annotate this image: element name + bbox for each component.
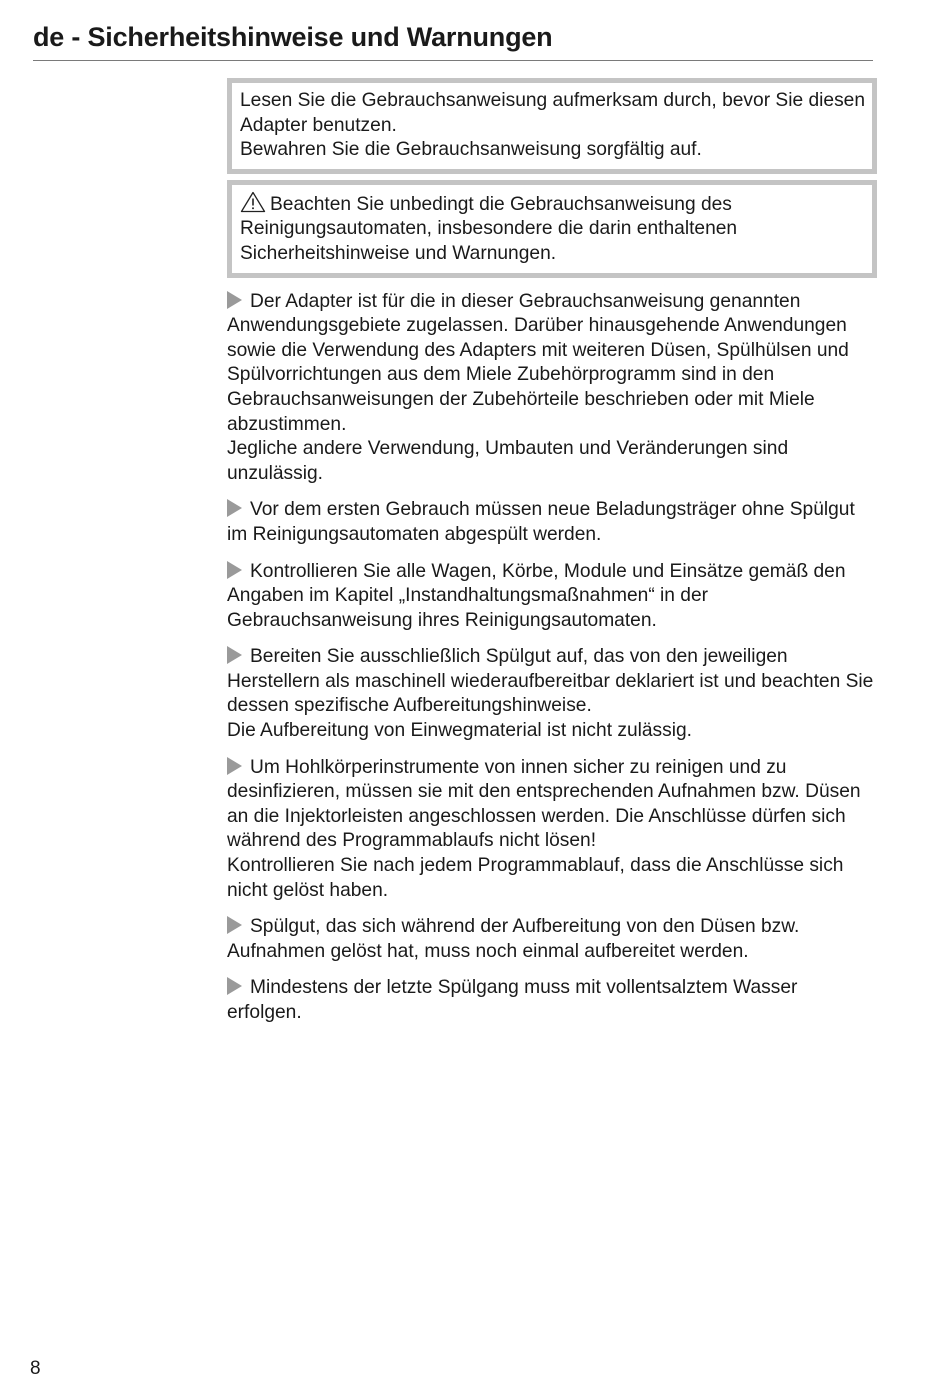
warning-paragraph (240, 191, 866, 267)
arrow-bullet-icon (227, 499, 242, 517)
list-item-text: Um Hohlkörperinstrumente von innen sicher zu reinigen und zu desinfizieren, müssen sie mit den entsprechenden Aufnahmen bzw. Düsen an die Injektorleisten angeschlossen werden. Die Anschlüsse dürfen sich während des Programmablaufs nicht lösen! (227, 756, 861, 852)
list-item-text: Der Adapter ist für die in dieser Gebrauchsanweisung genannten Anwendungsgebiete zugelassen. Darüber hinausgehende Anwendungen sowie die Verwendung des Adapters mit weiteren Düsen, Spülhülsen und Spülvorrichtungen aus dem Miele Zubehörprogramm sind in den Gebrauchsanweisungen der Zubehörteile beschrieben oder mit Miele abzustimmen. (227, 290, 849, 435)
page-title: de - Sicherheitshinweise und Warnungen (33, 22, 553, 52)
list-item (227, 976, 877, 1025)
notice-line: Bewahren Sie die Gebrauchsanweisung sorgfältig auf. (240, 139, 702, 161)
arrow-bullet-icon (227, 916, 242, 934)
list-item (227, 915, 877, 964)
list-item-paragraph (227, 498, 877, 547)
arrow-bullet-icon (227, 291, 242, 309)
page-number: 8 (30, 1358, 41, 1379)
content-column (227, 78, 877, 1026)
arrow-bullet-icon (227, 561, 242, 579)
arrow-bullet-icon (227, 646, 242, 664)
list-item-text: Kontrollieren Sie nach jedem Programmablauf, dass die Anschlüsse sich nicht gelöst haben. (227, 855, 844, 901)
list-item-text: Die Aufbereitung von Einwegmaterial ist nicht zulässig. (227, 720, 693, 742)
list-item-paragraph (227, 560, 877, 634)
list-item-text: Kontrollieren Sie alle Wagen, Körbe, Module und Einsätze gemäß den Angaben im Kapitel „Instandhaltungsmaßnahmen“ in der Gebrauchsanweisung ihres Reinigungsautomaten. (227, 560, 846, 631)
read-instructions-notice (227, 78, 877, 174)
arrow-bullet-icon (227, 757, 242, 775)
list-item (227, 756, 877, 904)
list-item-text: Vor dem ersten Gebrauch müssen neue Beladungsträger ohne Spülgut im Reinigungsautomaten abgespült werden. (227, 499, 855, 545)
list-item-paragraph (227, 915, 877, 964)
notice-line: Lesen Sie die Gebrauchsanweisung aufmerksam durch, bevor Sie diesen Adapter benutzen. (240, 90, 866, 136)
list-item-paragraph (227, 645, 877, 719)
list-item (227, 645, 877, 743)
list-item-text: Bereiten Sie ausschließlich Spülgut auf, das von den jeweiligen Herstellern als maschinell wiederaufbereitbar deklariert ist und beachten Sie dessen spezifische Aufbereitungshinweise. (227, 646, 874, 717)
warning-text: Beachten Sie unbedingt die Gebrauchsanweisung des Reinigungsautomaten, insbesondere die darin enthaltenen Sicherheitshinweise und Warnungen. (240, 193, 738, 264)
safety-list (227, 290, 877, 1026)
header-divider (33, 60, 873, 61)
list-item (227, 290, 877, 487)
list-item-paragraph (227, 976, 877, 1025)
list-item-paragraph (227, 756, 877, 854)
list-item-text: Mindestens der letzte Spülgang muss mit vollentsalztem Wasser erfolgen. (227, 977, 798, 1023)
warning-notice (227, 180, 877, 278)
list-item-text: Jegliche andere Verwendung, Umbauten und Veränderungen sind unzulässig. (227, 438, 789, 484)
warning-triangle-icon (240, 191, 266, 213)
arrow-bullet-icon (227, 977, 242, 995)
list-item-text: Spülgut, das sich während der Aufbereitung von den Düsen bzw. Aufnahmen gelöst hat, muss noch einmal aufbereitet werden. (227, 916, 800, 962)
list-item-paragraph (227, 290, 877, 438)
list-item (227, 498, 877, 547)
list-item (227, 560, 877, 634)
